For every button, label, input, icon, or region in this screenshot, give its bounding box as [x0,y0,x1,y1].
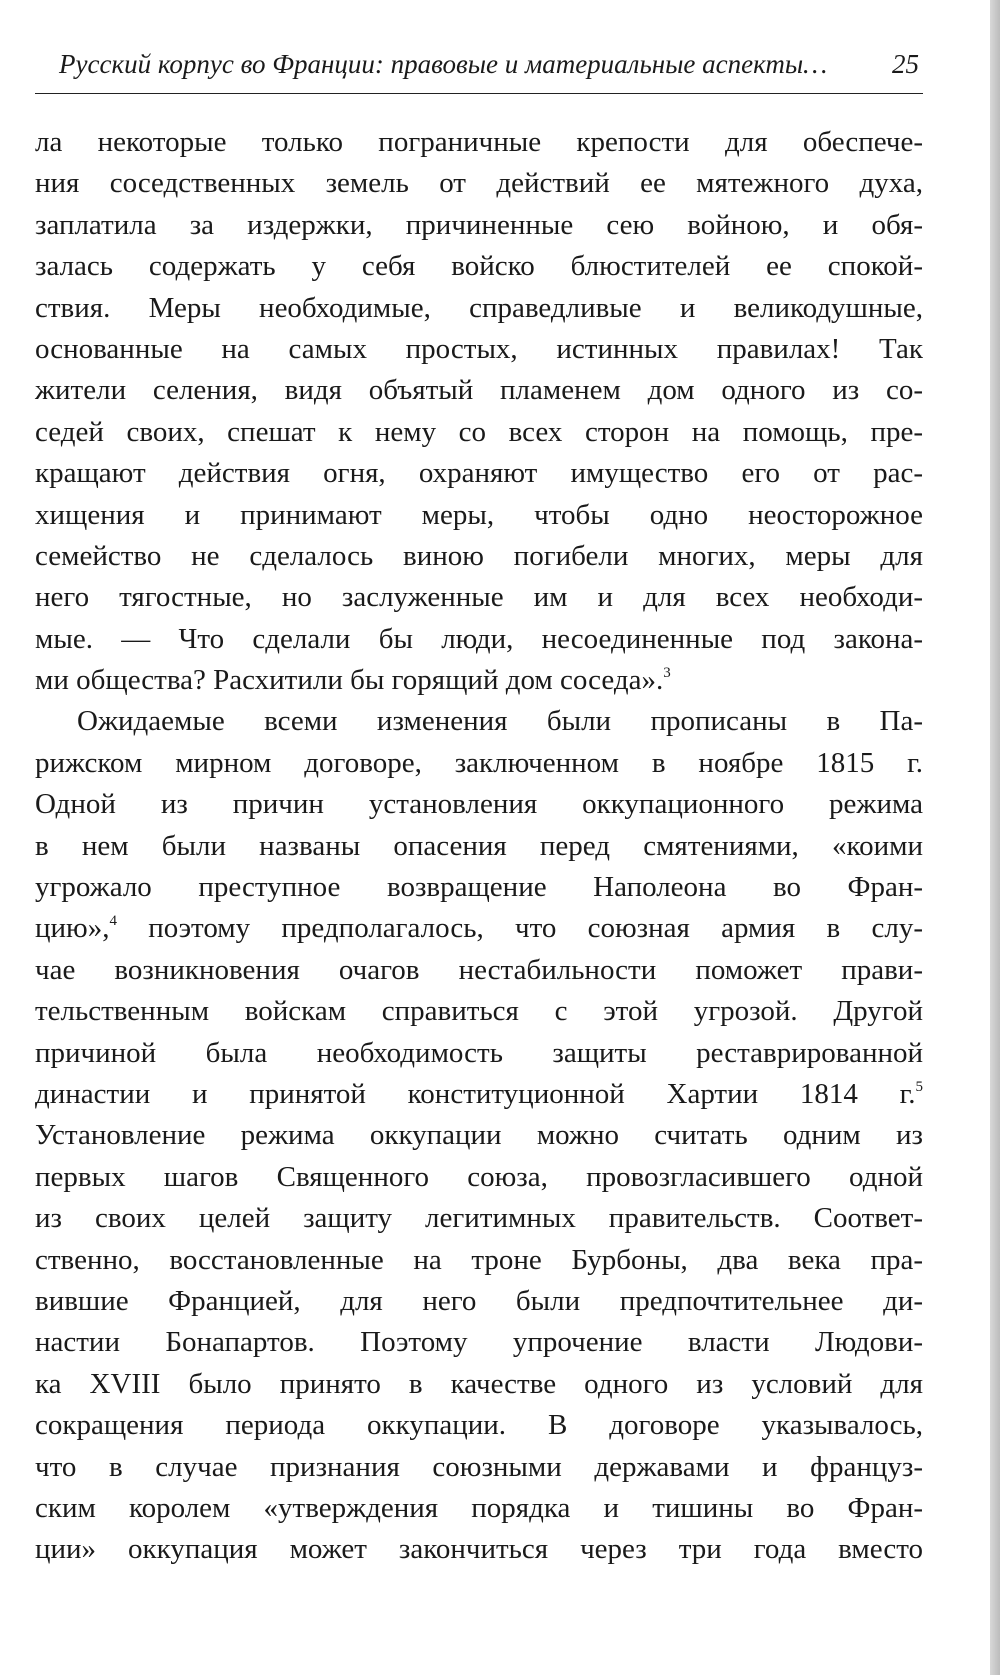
text-line: него тягостные, но заслуженные им и для всех необходи- [35,581,923,614]
text-line: рижском мирном договоре, заключенном в ноябре 1815 г. [35,746,923,779]
scan-edge-shadow [990,0,1000,1675]
text-line: первых шагов Священного союза, провозгласившего одной [35,1160,923,1193]
text-line: настии Бонапартов. Поэтому упрочение власти Людови- [35,1326,923,1359]
text-line: тельственным войскам справиться с этой угрозой. Другой [35,995,923,1028]
text-line: ским королем «утверждения порядка и тишины во Фран- [35,1491,923,1524]
text-line: угрожало преступное возвращение Наполеона во Фран- [35,871,923,904]
running-title: Русский корпус во Франции: правовые и материальные аспекты… [59,49,828,79]
footnote-ref: 3 [663,665,671,682]
text-line: из своих целей защиту легитимных правительств. Соответ- [35,1202,923,1235]
text-line: заплатила за издержки, причиненные сею войною, и обя- [35,208,923,241]
text-line: седей своих, спешат к нему со всех сторон на помощь, пре- [35,415,923,448]
text-line: мые. — Что сделали бы люди, несоединенные под закона- [35,622,923,655]
text-line: династии и принятой конституционной Хартии 1814 г.$^5$ [35,1077,923,1110]
text-line: ла некоторые только пограничные крепости для обеспече- [35,126,923,158]
body-text [35,122,923,1571]
text-line: Одной из причин установления оккупационного режима [35,788,923,821]
text-line: жители селения, видя объятый пламенем дом одного из со- [35,374,923,407]
text-line: ми общества? Расхитили бы горящий дом соседа».$^3$ [35,664,671,697]
text-line: вившие Францией, для него были предпочтительнее ди- [35,1284,923,1317]
text-line: причиной была необходимость защиты реставрированной [35,1036,923,1069]
running-header [35,44,923,84]
text-line: семейство не сделалось виною погибели многих, меры для [35,539,923,572]
text-line: цию»,$^4$ поэтому предполагалось, что союзная армия в слу- [35,912,923,945]
text-line: ния соседственных земель от действий ее мятежного духа, [35,167,923,200]
text-line: ка XVIII было принято в качестве одного из условий для [35,1367,923,1400]
text-line: Установление режима оккупации можно считать одним из [35,1119,923,1152]
text-line: основанные на самых простых, истинных правилах! Так [35,332,923,365]
text-line: ственно, восстановленные на троне Бурбоны, два века пра- [35,1243,923,1276]
text-line: в нем были названы опасения перед смятениями, «коими [35,829,923,862]
paragraph-start-line: Ожидаемые всеми изменения были прописаны в Па- [77,705,923,738]
text-line: залась содержать у себя войско блюстителей ее спокой- [35,250,923,283]
page-number: 25 [892,49,919,79]
text-line: чае возникновения очагов нестабильности поможет прави- [35,953,923,986]
text-line: кращают действия огня, охраняют имущество его от рас- [35,457,923,490]
text-line: хищения и принимают меры, чтобы одно неосторожное [35,498,923,531]
footnote-ref: 4 [109,913,117,930]
text-line: сокращения периода оккупации. В договоре указывалось, [35,1409,923,1442]
text-line: что в случае признания союзными державами и француз- [35,1450,923,1483]
header-rule [35,93,923,94]
text-line: ствия. Меры необходимые, справедливые и великодушные, [35,291,923,324]
text-line: ции» оккупация может закончиться через три года вместо [35,1533,923,1566]
footnote-ref: 5 [915,1078,923,1095]
